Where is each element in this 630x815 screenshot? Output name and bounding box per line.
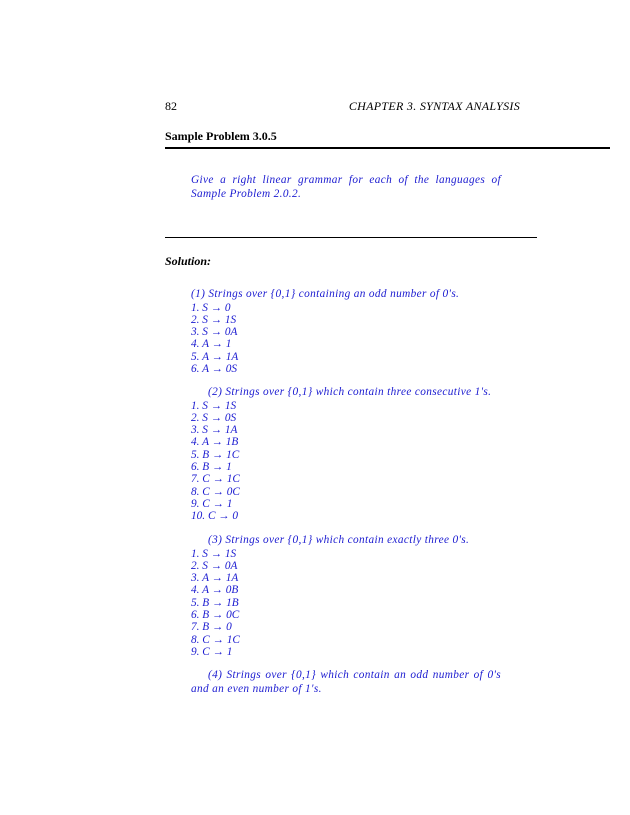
part-intro: (2) Strings over {0,1} which contain three consecutive 1's. — [208, 386, 492, 398]
bottom-divider — [165, 237, 537, 238]
problem-statement: Give a right linear grammar for each of the languages of Sample Problem 2.0.2. — [191, 174, 501, 200]
rule-item: 8. C → 0C — [191, 485, 240, 498]
rule-item: 7. C → 1C — [191, 473, 240, 486]
rule-item: 5. B → 1B — [191, 596, 239, 609]
rule-list — [191, 400, 501, 523]
rule-item: 6. B → 0C — [191, 608, 240, 621]
solution-part-4 — [191, 669, 501, 696]
rule-item: 4. A → 1B — [191, 436, 239, 449]
rule-item: 5. B → 1C — [191, 448, 240, 461]
solution-part-1 — [191, 288, 501, 375]
rule-item: 3. S → 1A — [191, 424, 238, 437]
rule-item: 1. S → 1S — [191, 547, 237, 560]
top-divider — [165, 147, 610, 149]
rule-item: 3. S → 0A — [191, 326, 238, 339]
rule-item: 3. A → 1A — [191, 572, 239, 585]
rule-item: 1. S → 0 — [191, 301, 231, 314]
solution-part-3 — [191, 534, 501, 658]
rule-item: 4. A → 0B — [191, 584, 239, 597]
rule-item: 5. A → 1A — [191, 350, 239, 363]
page-number: 82 — [165, 99, 177, 113]
chapter-header: CHAPTER 3. SYNTAX ANALYSIS — [348, 99, 520, 113]
solution-part-2 — [191, 386, 501, 522]
rule-item: 6. A → 0S — [191, 362, 238, 375]
rule-item: 2. S → 0A — [191, 559, 238, 572]
rule-item: 4. A → 1 — [191, 338, 232, 351]
part-intro: (4) Strings over {0,1} which contain an odd number of 0's and an even number of 1's. — [191, 669, 501, 695]
rule-item: 9. C → 1 — [191, 645, 233, 658]
rule-list — [191, 302, 501, 376]
rule-item: 6. B → 1 — [191, 460, 232, 473]
rule-item: 1. S → 1S — [191, 399, 237, 412]
part-intro: (1) Strings over {0,1} containing an odd number of 0's. — [191, 288, 460, 300]
solution-label: Solution: — [165, 254, 212, 268]
rule-item: 2. S → 1S — [191, 313, 237, 326]
problem-title: Sample Problem 3.0.5 — [165, 129, 277, 143]
rule-list — [191, 548, 501, 659]
rule-item: 9. C → 1 — [191, 497, 233, 510]
rule-item: 10. C → 0 — [191, 510, 239, 523]
rule-item: 2. S → 0S — [191, 411, 237, 424]
rule-item: 7. B → 0 — [191, 621, 232, 634]
rule-item: 8. C → 1C — [191, 633, 240, 646]
part-intro: (3) Strings over {0,1} which contain exactly three 0's. — [208, 534, 470, 546]
